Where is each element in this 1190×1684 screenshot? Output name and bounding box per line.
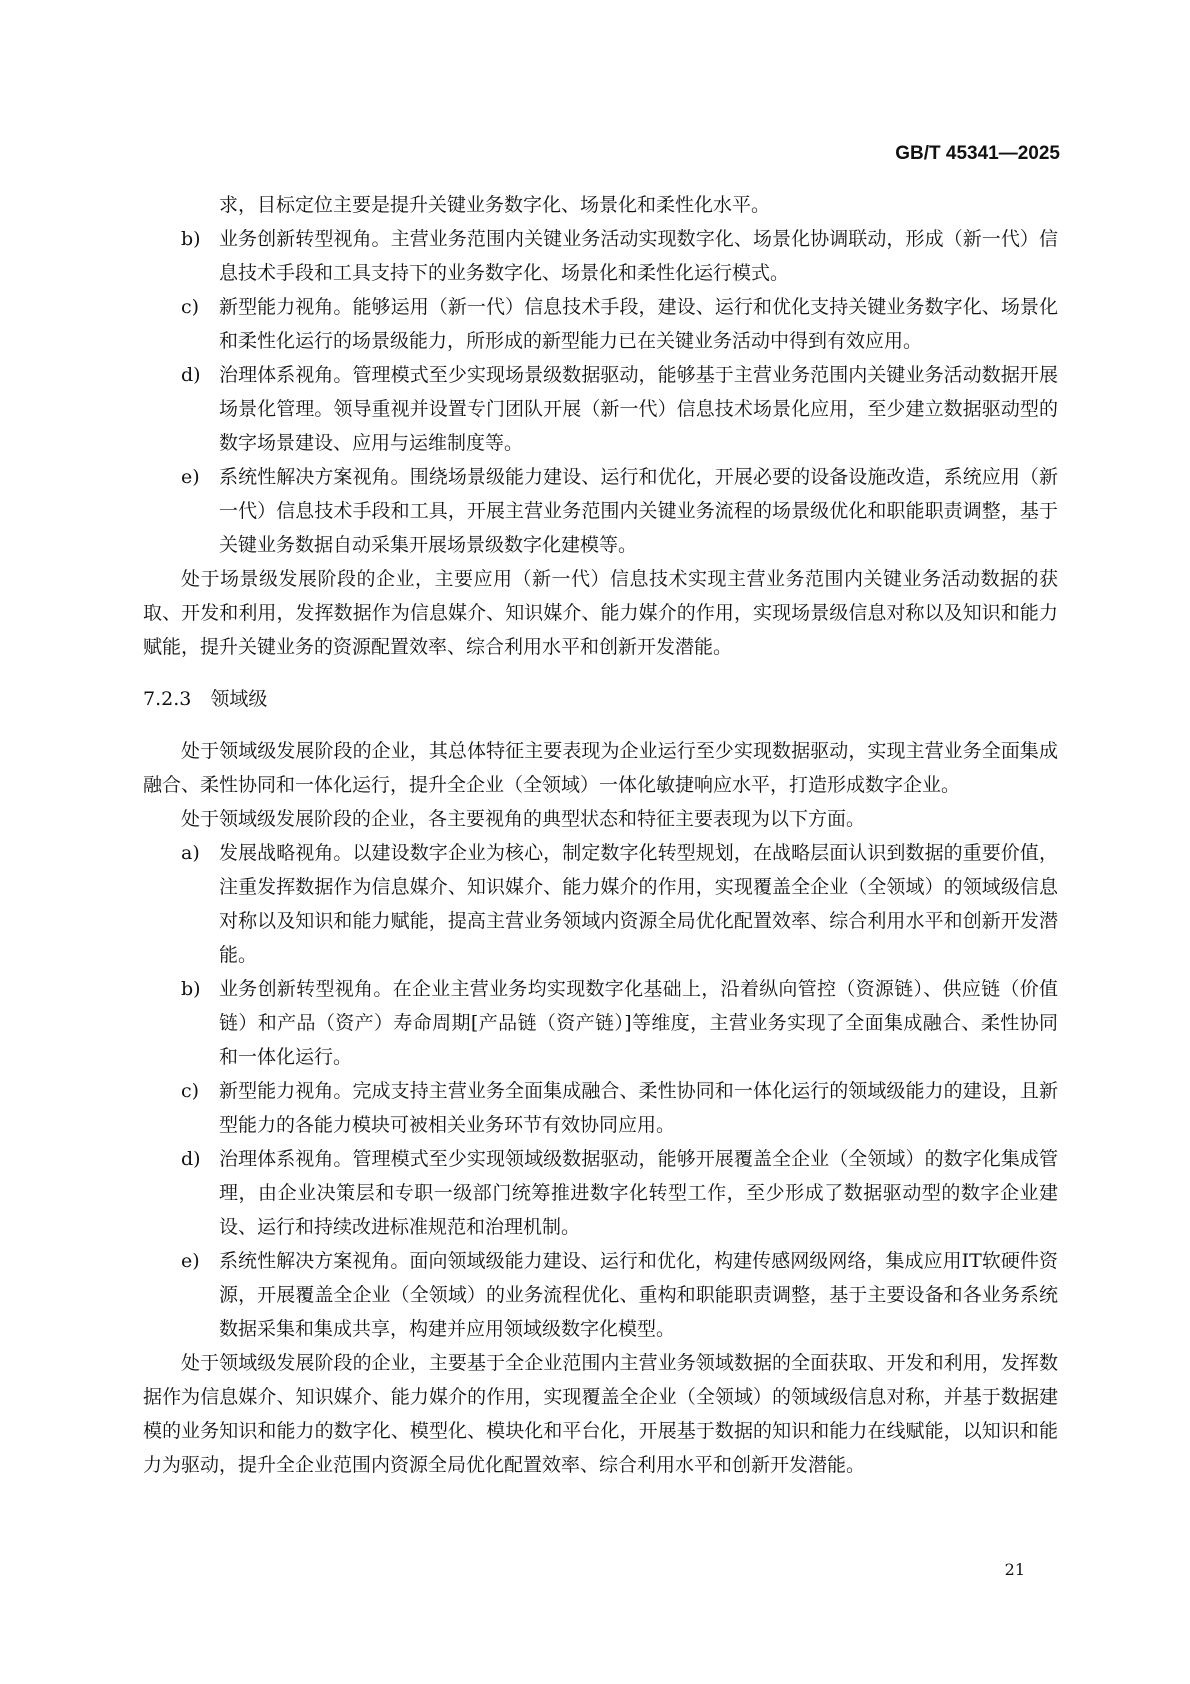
item-text: 系统性解决方案视角。围绕场景级能力建设、运行和优化，开展必要的设备设施改造，系统应用（新一代）信息技术手段和工具，开展主营业务范围内关键业务流程的场景级优化和职能职责调整，基于关键业务数据自动采集开展场景级数字化建模等。 [219,466,1058,556]
item-text: 业务创新转型视角。在企业主营业务均实现数字化基础上，沿着纵向管控（资源链）、供应链（价值链）和产品（资产）寿命周期[产品链（资产链）]等维度，主营业务实现了全面集成融合、柔性协同和一体化运行。 [219,978,1058,1068]
item-text: 治理体系视角。管理模式至少实现场景级数据驱动，能够基于主营业务范围内关键业务活动数据开展场景化管理。领导重视并设置专门团队开展（新一代）信息技术场景化应用，至少建立数据驱动型的数字场景建设、应用与运维制度等。 [219,364,1058,454]
item-label: a) [181,842,200,864]
list-item [143,222,1058,290]
item-text: 治理体系视角。管理模式至少实现领域级数据驱动，能够开展覆盖全企业（全领域）的数字化集成管理，由企业决策层和专职一级部门统筹推进数字化转型工作，至少形成了数据驱动型的数字企业建设、运行和持续改进标准规范和治理机制。 [219,1148,1058,1238]
paragraph: 处于领域级发展阶段的企业，主要基于全企业范围内主营业务领域数据的全面获取、开发和利用，发挥数据作为信息媒介、知识媒介、能力媒介的作用，实现覆盖全企业（全领域）的领域级信息对称，并基于数据建模的业务知识和能力的数字化、模型化、模块化和平台化，开展基于数据的知识和能力在线赋能，以知识和能力为驱动，提升全企业范围内资源全局优化配置效率、综合利用水平和创新开发潜能。 [143,1352,1058,1476]
item-text: 发展战略视角。以建设数字企业为核心，制定数字化转型规划，在战略层面认识到数据的重要价值，注重发挥数据作为信息媒介、知识媒介、能力媒介的作用，实现覆盖全企业（全领域）的领域级信息对称以及知识和能力赋能，提高主营业务领域内资源全局优化配置效率、综合利用水平和创新开发潜能。 [219,842,1058,966]
item-text: 业务创新转型视角。主营业务范围内关键业务活动实现数字化、场景化协调联动，形成（新一代）信息技术手段和工具支持下的业务数字化、场景化和柔性化运行模式。 [219,228,1058,284]
item-label: c) [181,296,200,318]
continued-text: 求，目标定位主要是提升关键业务数字化、场景化和柔性化水平。 [219,194,771,216]
item-text: 新型能力视角。能够运用（新一代）信息技术手段，建设、运行和优化支持关键业务数字化、场景化和柔性化运行的场景级能力，所形成的新型能力已在关键业务活动中得到有效应用。 [219,296,1058,352]
list-item [143,1142,1058,1244]
paragraph: 处于领域级发展阶段的企业，各主要视角的典型状态和特征主要表现为以下方面。 [181,808,866,830]
list-item [143,1244,1058,1346]
item-label: b) [181,228,201,250]
list-item [143,836,1058,972]
standard-code: GB/T 45341—2025 [895,143,1060,164]
item-label: e) [181,1250,200,1272]
item-label: e) [181,466,200,488]
item-label: d) [181,1148,201,1170]
item-text: 系统性解决方案视角。面向领域级能力建设、运行和优化，构建传感网级网络，集成应用IT软硬件资源，开展覆盖全企业（全领域）的业务流程优化、重构和职能职责调整，基于主要设备和各业务系统数据采集和集成共享，构建并应用领域级数字化模型。 [219,1250,1058,1340]
list-item [143,972,1058,1074]
paragraph: 处于领域级发展阶段的企业，其总体特征主要表现为企业运行至少实现数据驱动，实现主营业务全面集成融合、柔性协同和一体化运行，提升全企业（全领域）一体化敏捷响应水平，打造形成数字企业。 [143,740,1058,796]
item-label: c) [181,1080,200,1102]
paragraph: 处于场景级发展阶段的企业，主要应用（新一代）信息技术实现主营业务范围内关键业务活动数据的获取、开发和利用，发挥数据作为信息媒介、知识媒介、能力媒介的作用，实现场景级信息对称以及知识和能力赋能，提升关键业务的资源配置效率、综合利用水平和创新开发潜能。 [143,568,1058,658]
item-text: 新型能力视角。完成支持主营业务全面集成融合、柔性协同和一体化运行的领域级能力的建设，且新型能力的各能力模块可被相关业务环节有效协同应用。 [219,1080,1058,1136]
page-number: 21 [1004,1560,1025,1579]
list-item [143,1074,1058,1142]
list-item [143,290,1058,358]
body [143,188,1058,1482]
item-label: b) [181,978,201,1000]
list-item [143,358,1058,460]
list-item [143,460,1058,562]
item-label: d) [181,364,201,386]
section-heading: 7.2.3 领域级 [143,688,268,710]
